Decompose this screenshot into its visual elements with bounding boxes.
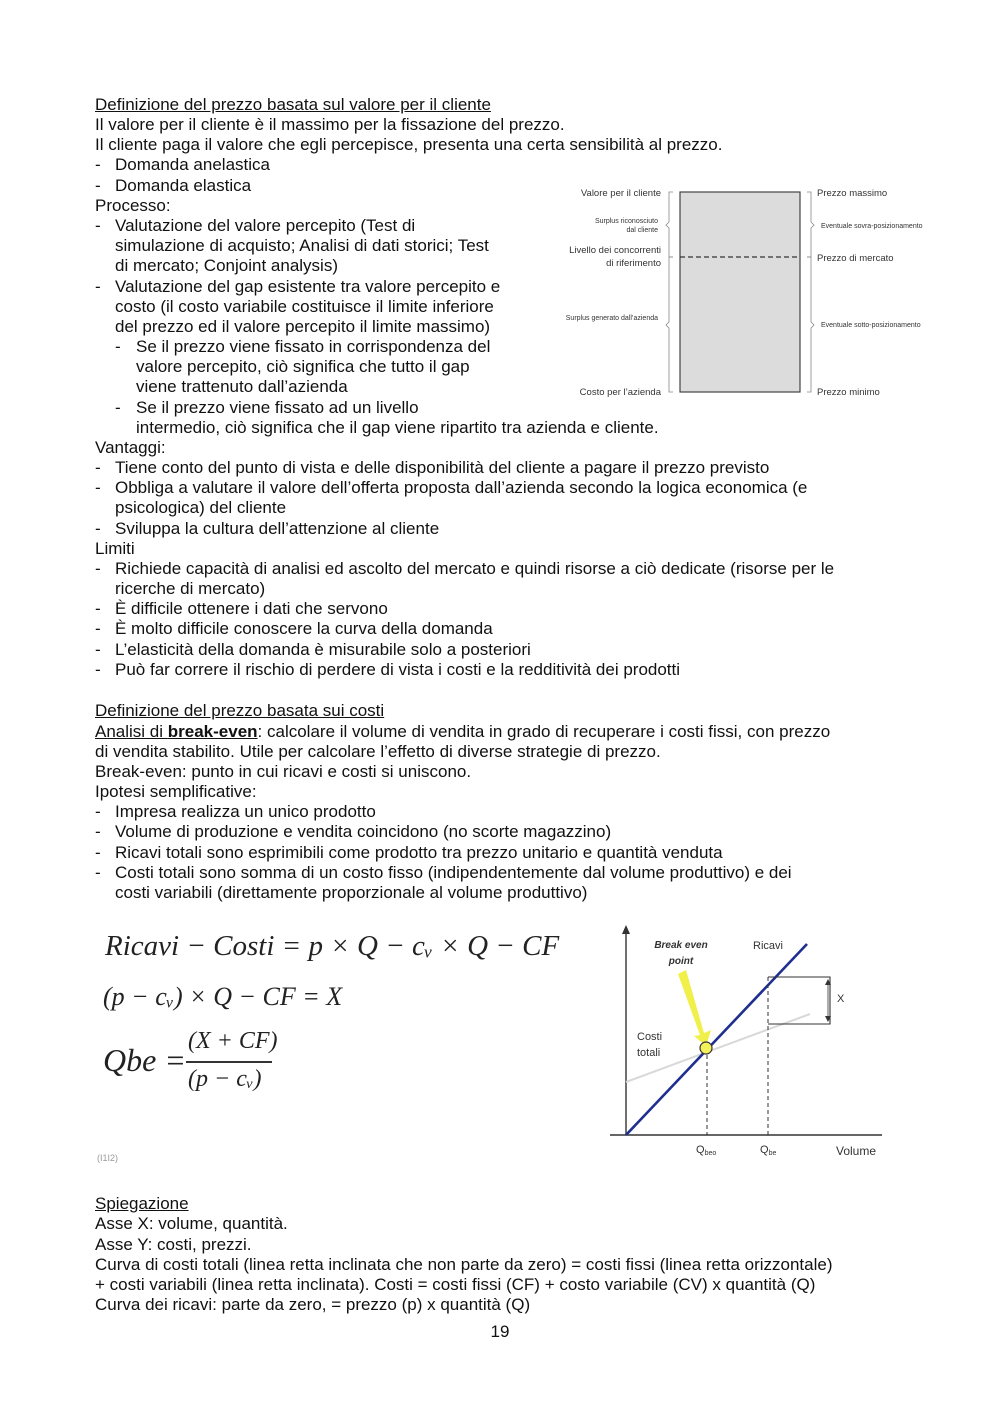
sub-item: Se il prezzo viene fissato in corrispondenza del (136, 337, 491, 356)
list-item-cont: del prezzo ed il valore percepito il limite massimo) (115, 317, 491, 336)
value-pricing-diagram (555, 180, 945, 405)
paragraph: Break-even: punto in cui ricavi e costi si uniscono. (95, 762, 472, 781)
paragraph: Asse Y: costi, prezzi. (95, 1235, 252, 1254)
paragraph: Il valore per il cliente è il massimo per la fissazione del prezzo. (95, 115, 565, 134)
left-brace (666, 192, 673, 257)
list-item-cont: costo (il costo variabile costituisce il limite inferiore (115, 297, 494, 316)
label-q-be: Qbe (760, 1144, 777, 1157)
sub-item-cont: valore percepito, ciò significa che tutto il gap (136, 357, 470, 376)
list-item: Valutazione del gap esistente tra valore percepito e (115, 277, 501, 296)
bullet-dash: - (95, 802, 101, 821)
process-label: Processo: (95, 196, 171, 215)
paragraph: Curva di costi totali (linea retta inclinata che non parte da zero) = costi fissi (linea retta orizzontale) (95, 1255, 833, 1274)
formula-qbe-lhs: Qbe = (103, 1042, 186, 1078)
list-item: Obbliga a valutare il valore dell’offerta proposta dall’azienda secondo la logica economica (e (115, 478, 808, 497)
bullet-dash: - (95, 478, 101, 497)
list-item: Impresa realizza un unico prodotto (115, 802, 376, 821)
label-revenue: Ricavi (753, 940, 783, 952)
paragraph (95, 722, 830, 742)
left-brace (666, 257, 673, 392)
break-even-chart (600, 922, 900, 1167)
label-min-price: Prezzo minimo (817, 387, 880, 398)
formula-reference: (I1I2) (97, 1153, 119, 1163)
bullet-dash: - (95, 277, 101, 296)
bullet-dash: - (95, 216, 101, 235)
section1-title: Definizione del prezzo basata sul valore per il cliente (95, 95, 491, 114)
paragraph: Il cliente paga il valore che egli percepisce, presenta una certa sensibilità al prezzo. (95, 135, 723, 154)
bullet-dash: - (95, 619, 101, 638)
bullet-dash: - (95, 640, 101, 659)
label-surplus-client: Surplus riconosciuto (594, 218, 658, 225)
list-item: È molto difficile conoscere la curva della domanda (115, 619, 493, 638)
list-item: L’elasticità della domanda è misurabile solo a posteriori (115, 640, 531, 659)
label-volume: Volume (836, 1144, 877, 1158)
list-item: Richiede capacità di analisi ed ascolto del mercato e quindi risorse a ciò dedicate (risorse per le (115, 559, 835, 578)
list-item: Domanda anelastica (115, 155, 270, 174)
bullet-dash: - (95, 599, 101, 618)
advantages-label: Vantaggi: (95, 438, 166, 457)
limits-label: Limiti (95, 539, 135, 558)
right-brace (807, 192, 814, 257)
paragraph: Asse X: volume, quantità. (95, 1214, 288, 1233)
list-item: Tiene conto del punto di vista e delle disponibilità del cliente a pagare il prezzo previsto (115, 458, 770, 477)
break-even-point (700, 1042, 712, 1054)
label-x: X (837, 993, 845, 1005)
bullet-dash: - (95, 155, 101, 174)
label-customer-value: Valore per il cliente (580, 188, 661, 199)
formula-qbe-numerator: (X + CF) (188, 1028, 278, 1054)
list-item: È difficile ottenere i dati che servono (115, 599, 388, 618)
label-market-price: Prezzo di mercato (817, 253, 894, 264)
bullet-dash: - (95, 822, 101, 841)
break-even-arrow (678, 970, 711, 1046)
hypotheses-label: Ipotesi semplificative: (95, 782, 257, 801)
list-item-cont: psicologica) del cliente (115, 498, 287, 517)
bullet-dash: - (95, 176, 101, 195)
paragraph: Curva dei ricavi: parte da zero, = prezzo (p) x quantità (Q) (95, 1295, 531, 1314)
page-number: 19 (490, 1322, 510, 1341)
paragraph: di vendita stabilito. Utile per calcolare l’effetto di diverse strategie di prezzo. (95, 742, 661, 761)
label-company-cost: Costo per l’azienda (579, 387, 661, 398)
label-total-costs: Costi (637, 1031, 663, 1043)
bullet-dash: - (95, 559, 101, 578)
formula-profit: Ricavi − Costi = p × Q − cᵥ × Q − CF (105, 930, 560, 962)
bullet-dash: - (95, 863, 101, 882)
list-item-cont: di mercato; Conjoint analysis) (115, 256, 338, 275)
formula-target: (p − cᵥ) × Q − CF = X (103, 982, 343, 1011)
y-axis-arrow (622, 925, 630, 934)
formula-qbe-denominator: (p − cᵥ) (188, 1066, 262, 1092)
bullet-dash: - (95, 519, 101, 538)
section2-title: Definizione del prezzo basata sui costi (95, 701, 385, 720)
bullet-dash: - (95, 843, 101, 862)
explanation-title: Spiegazione (95, 1194, 189, 1213)
list-item: Sviluppa la cultura dell’attenzione al cliente (115, 519, 440, 538)
list-item: Domanda elastica (115, 176, 252, 195)
analysis-prefix: Analisi di (95, 722, 168, 741)
label-competitors: di riferimento (606, 258, 661, 269)
label-q-beo: Qbeo (696, 1144, 717, 1157)
label-surplus-company: Surplus generato dall’azienda (565, 315, 658, 322)
list-item: Ricavi totali sono esprimibili come prodotto tra prezzo unitario e quantità venduta (115, 843, 723, 862)
analysis-text: : calcolare il volume di vendita in grado di recuperare i costi fissi, con prezzo (257, 722, 831, 741)
label-bep: Break even (654, 940, 708, 951)
label-bep: point (668, 956, 694, 967)
list-item: Volume di produzione e vendita coincidono (no scorte magazzino) (115, 822, 612, 841)
fraction-bar (186, 1061, 272, 1063)
sub-item-cont: intermedio, ciò significa che il gap viene ripartito tra azienda e cliente. (136, 418, 659, 437)
label-max-price: Prezzo massimo (817, 188, 888, 199)
label-under-positioning: Eventuale sotto-posizionamento (821, 322, 921, 329)
label-over-positioning: Eventuale sovra-posizionamento (821, 223, 923, 230)
bullet-dash: - (95, 458, 101, 477)
list-item: Costi totali sono somma di un costo fisso (indipendentemente dal volume produttivo) e dei (115, 863, 792, 882)
label-surplus-client: dal cliente (626, 227, 658, 234)
list-item: Può far correre il rischio di perdere di vista i costi e la redditività dei prodotti (115, 660, 681, 679)
label-competitors: Livello dei concorrenti (569, 245, 661, 256)
right-brace (807, 257, 814, 392)
break-even-term: break-even (167, 722, 258, 741)
list-item-cont: ricerche di mercato) (115, 579, 266, 598)
sub-item: Se il prezzo viene fissato ad un livello (136, 398, 419, 417)
sub-item-cont: viene trattenuto dall’azienda (136, 377, 348, 396)
paragraph: + costi variabili (linea retta inclinata). Costi = costi fissi (CF) + costo variabile (CV) x quantità (Q) (95, 1275, 816, 1294)
list-item-cont: simulazione di acquisto; Analisi di dati storici; Test (115, 236, 489, 255)
bullet-dash: - (95, 660, 101, 679)
list-item-cont: costi variabili (direttamente proporzionale al volume produttivo) (115, 883, 588, 902)
x-bracket (768, 977, 830, 1024)
list-item: Valutazione del valore percepito (Test di (115, 216, 416, 235)
label-total-costs: totali (637, 1047, 661, 1059)
value-box (680, 192, 800, 392)
bullet-dash: - (115, 398, 121, 417)
bullet-dash: - (115, 337, 121, 356)
